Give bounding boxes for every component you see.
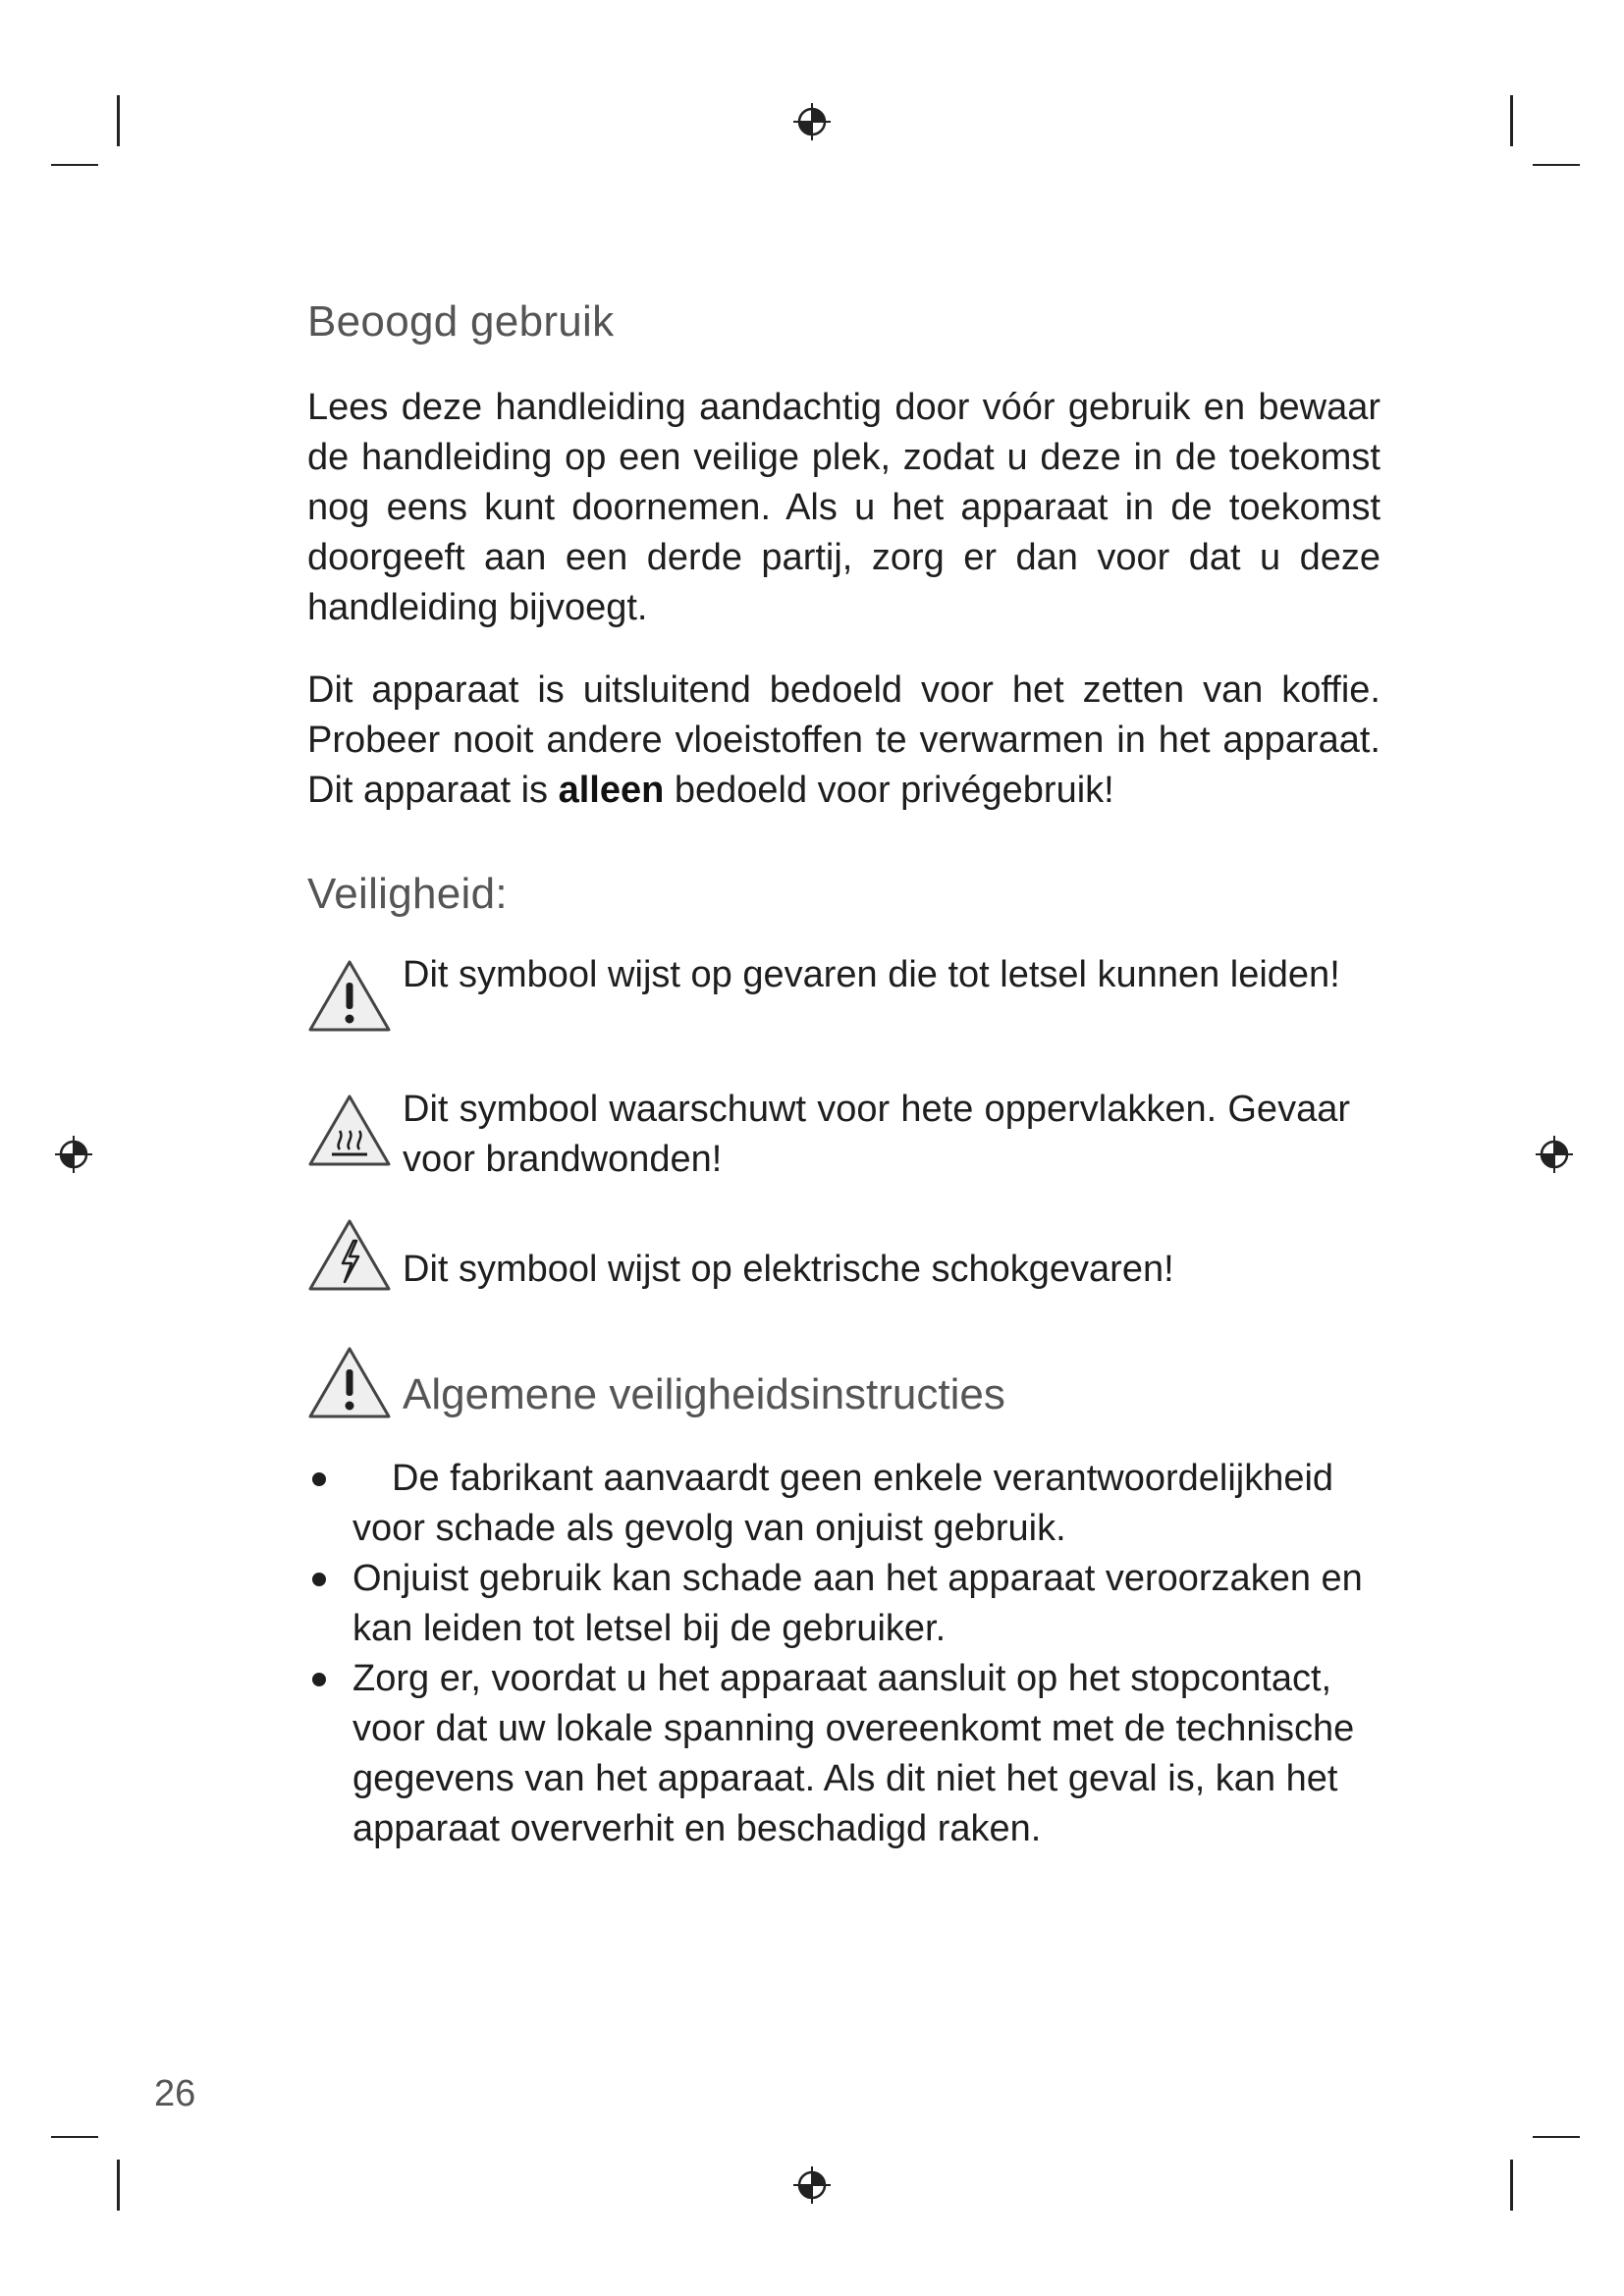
electric-shock-warning-icon bbox=[307, 1217, 392, 1292]
crop-mark bbox=[1510, 95, 1513, 146]
list-item bbox=[307, 1554, 1544, 1654]
paragraph-text: Dit apparaat is uitsluitend bedoeld voor het zetten van koffie. Probeer nooit andere vloeistoffen te verwarmen in het apparaat. Dit apparaat is bbox=[307, 669, 1380, 811]
bullet-icon bbox=[312, 1573, 326, 1586]
warning-text: Dit symbool wijst op elektrische schokgevaren! bbox=[403, 1249, 1174, 1290]
crop-mark bbox=[1533, 2136, 1580, 2138]
hot-surface-warning-icon bbox=[307, 1093, 392, 1167]
page-number: 26 bbox=[154, 2073, 196, 2114]
exclamation-warning-icon bbox=[307, 1345, 392, 1419]
registration-mark-icon bbox=[1535, 1135, 1574, 1174]
emphasis-text: alleen bbox=[558, 770, 665, 811]
intended-use-restriction-paragraph bbox=[307, 666, 1380, 816]
crop-mark bbox=[51, 164, 98, 166]
warning-text: Dit symbool waarschuwt voor hete oppervlakken. Gevaar voor brandwonden! bbox=[403, 1089, 1350, 1180]
bullet-icon bbox=[312, 1673, 326, 1686]
crop-mark bbox=[117, 95, 120, 146]
intended-use-paragraph: Lees deze handleiding aandachtig door vóór gebruik en bewaar de handleiding op een veilige plek, zodat u deze in de toekomst nog eens kunt doornemen. Als u het apparaat in de toekomst doorgeeft aan een derde partij, zorg er dan voor dat u deze handleiding bijvoegt. bbox=[307, 387, 1380, 628]
registration-mark-icon bbox=[792, 2165, 832, 2205]
list-item-text: Onjuist gebruik kan schade aan het apparaat veroorzaken en kan leiden tot letsel bij de gebruiker. bbox=[352, 1558, 1363, 1649]
crop-mark bbox=[1533, 164, 1580, 166]
section-title-safety: Veiligheid: bbox=[307, 870, 508, 918]
list-item bbox=[307, 1454, 1544, 1554]
list-item-text: Zorg er, voordat u het apparaat aansluit op het stopcontact, voor dat uw lokale spanning overeenkomt met de technische gegevens van het apparaat. Als dit niet het geval is, kan het apparaat oververhit en beschadigd raken. bbox=[352, 1658, 1355, 1849]
list-item bbox=[307, 1654, 1544, 1854]
bullet-icon bbox=[312, 1472, 326, 1486]
exclamation-warning-icon bbox=[307, 958, 392, 1033]
paragraph-text: bedoeld voor privégebruik! bbox=[664, 770, 1114, 811]
section-title-general-safety: Algemene veiligheidsinstructies bbox=[403, 1370, 1005, 1418]
registration-mark-icon bbox=[54, 1135, 93, 1174]
crop-mark bbox=[117, 2160, 120, 2211]
warning-text: Dit symbool wijst op gevaren die tot letsel kunnen leiden! bbox=[403, 954, 1340, 995]
section-title-intended-use: Beoogd gebruik bbox=[307, 297, 615, 346]
crop-mark bbox=[51, 2136, 98, 2138]
registration-mark-icon bbox=[792, 102, 832, 141]
crop-mark bbox=[1510, 2160, 1513, 2211]
list-item-text: De fabrikant aanvaardt geen enkele verantwoordelijkheid voor schade als gevolg van onjuist gebruik. bbox=[352, 1458, 1334, 1549]
